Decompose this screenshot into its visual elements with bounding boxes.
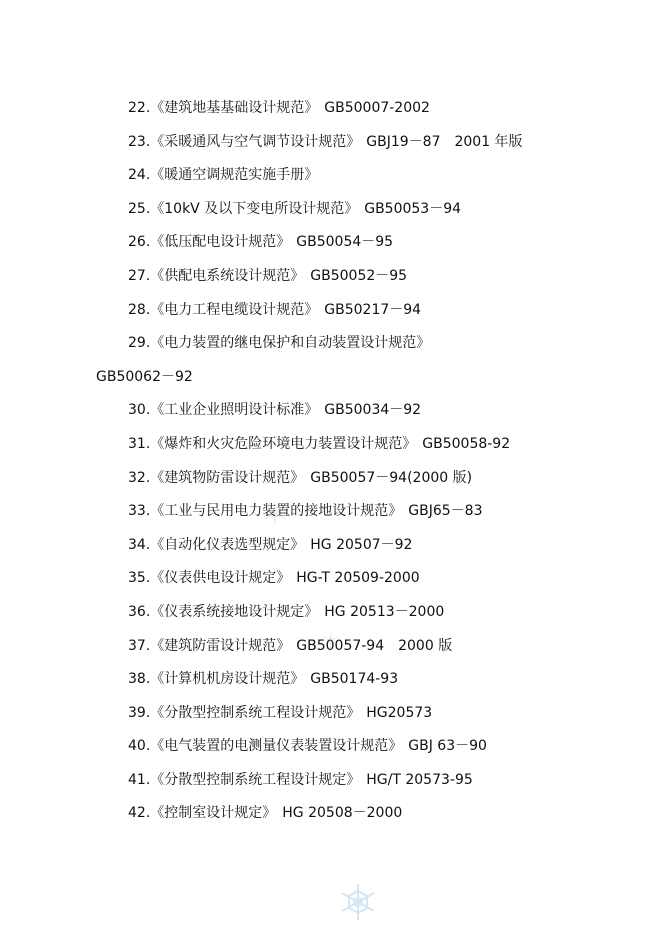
- item-code: GBJ19－87 2001 年版: [366, 133, 523, 150]
- item-code: GB50007-2002: [324, 100, 430, 116]
- item-title: 《电力工程电缆设计规范》: [150, 301, 319, 318]
- list-item: [0, 568, 662, 602]
- watermark-snowflake-icon: [338, 882, 378, 922]
- list-item: [0, 434, 662, 468]
- list-item: [0, 400, 662, 434]
- item-code: GB50217－94: [324, 301, 422, 318]
- item-title: 《爆炸和火灾危险环境电力装置设计规范》: [150, 435, 417, 452]
- item-number: 37.: [128, 637, 151, 654]
- list-item: [0, 703, 662, 737]
- item-number: 22.: [128, 100, 151, 116]
- list-item: [0, 132, 662, 166]
- list-item: [0, 333, 662, 367]
- item-title: 《10kV 及以下变电所设计规范》: [150, 200, 359, 217]
- item-code: HG-T 20509-2000: [296, 570, 420, 587]
- standards-list: [0, 98, 662, 837]
- list-item: [0, 535, 662, 569]
- item-code: HG 20513－2000: [324, 603, 445, 620]
- item-title: 《分散型控制系统工程设计规范》: [150, 704, 361, 721]
- item-number: 42.: [128, 805, 151, 822]
- item-title: 《分散型控制系统工程设计规定》: [150, 771, 361, 788]
- item-code: HG/T 20573-95: [366, 771, 473, 788]
- list-item: [0, 468, 662, 502]
- item-code: HG 20508－2000: [282, 805, 403, 822]
- item-title: 《暖通空调规范实施手册》: [150, 167, 319, 184]
- item-code: GB50053－94: [364, 200, 462, 217]
- item-title: 《电力装置的继电保护和自动装置设计规范》: [150, 335, 431, 352]
- item-code: GB50174-93: [310, 671, 399, 688]
- item-number: 29.: [128, 335, 151, 352]
- list-item: [0, 770, 662, 804]
- list-item: [0, 300, 662, 334]
- item-number: 28.: [128, 301, 151, 318]
- item-number: 31.: [128, 435, 151, 452]
- item-title: 《采暖通风与空气调节设计规范》: [150, 133, 361, 150]
- item-title: 《建筑防雷设计规范》: [150, 637, 291, 654]
- list-item: [0, 199, 662, 233]
- item-number: 39.: [128, 704, 151, 721]
- item-code: GBJ 63－90: [408, 738, 487, 755]
- item-number: 30.: [128, 402, 151, 419]
- watermark-snowflake-icon: [320, 630, 342, 652]
- item-code: GB50054－95: [296, 234, 394, 251]
- list-item: [0, 669, 662, 703]
- item-title: 《工业与民用电力装置的接地设计规范》: [150, 503, 403, 520]
- item-number: 26.: [128, 234, 151, 251]
- item-title: 《低压配电设计规范》: [150, 234, 291, 251]
- item-number: 35.: [128, 570, 151, 587]
- item-title: 《仪表系统接地设计规定》: [150, 603, 319, 620]
- list-item: [0, 501, 662, 535]
- item-code: GB50052－95: [310, 267, 408, 284]
- item-number: 41.: [128, 771, 151, 788]
- item-title: 《控制室设计规定》: [150, 805, 277, 822]
- item-number: 40.: [128, 738, 151, 755]
- item-code: GB50058-92: [422, 435, 511, 452]
- list-item: [0, 803, 662, 837]
- item-title: 《建筑物防雷设计规范》: [150, 469, 305, 486]
- item-title: 《自动化仪表选型规定》: [150, 536, 305, 553]
- item-number: 33.: [128, 503, 151, 520]
- item-title: 《计算机机房设计规范》: [150, 671, 305, 688]
- item-code: GBJ65－83: [408, 503, 483, 520]
- item-title: 《供配电系统设计规范》: [150, 267, 305, 284]
- list-item-continuation: [0, 367, 662, 401]
- item-title: 《工业企业照明设计标准》: [150, 402, 319, 419]
- list-item: [0, 266, 662, 300]
- item-number: 23.: [128, 133, 151, 150]
- item-number: 25.: [128, 200, 151, 217]
- item-title: 《建筑地基基础设计规范》: [150, 100, 319, 116]
- item-number: 24.: [128, 167, 151, 184]
- item-title: 《仪表供电设计规定》: [150, 570, 291, 587]
- item-code: GB50034－92: [324, 402, 422, 419]
- watermark-snowflake-icon: [262, 500, 288, 526]
- item-number: 34.: [128, 536, 151, 553]
- item-code: GB50057-94 2000 版: [296, 637, 453, 654]
- item-number: 36.: [128, 603, 151, 620]
- item-code: HG20573: [366, 704, 433, 721]
- list-item: [0, 98, 662, 132]
- item-code: HG 20507－92: [310, 536, 413, 553]
- list-item: [0, 232, 662, 266]
- item-number: 38.: [128, 671, 151, 688]
- list-item: [0, 165, 662, 199]
- item-number: 27.: [128, 267, 151, 284]
- item-title: 《电气装置的电测量仪表装置设计规范》: [150, 738, 403, 755]
- item-number: 32.: [128, 469, 151, 486]
- item-code: GB50062－92: [96, 368, 193, 385]
- item-code: GB50057－94(2000 版): [310, 469, 473, 486]
- list-item: [0, 736, 662, 770]
